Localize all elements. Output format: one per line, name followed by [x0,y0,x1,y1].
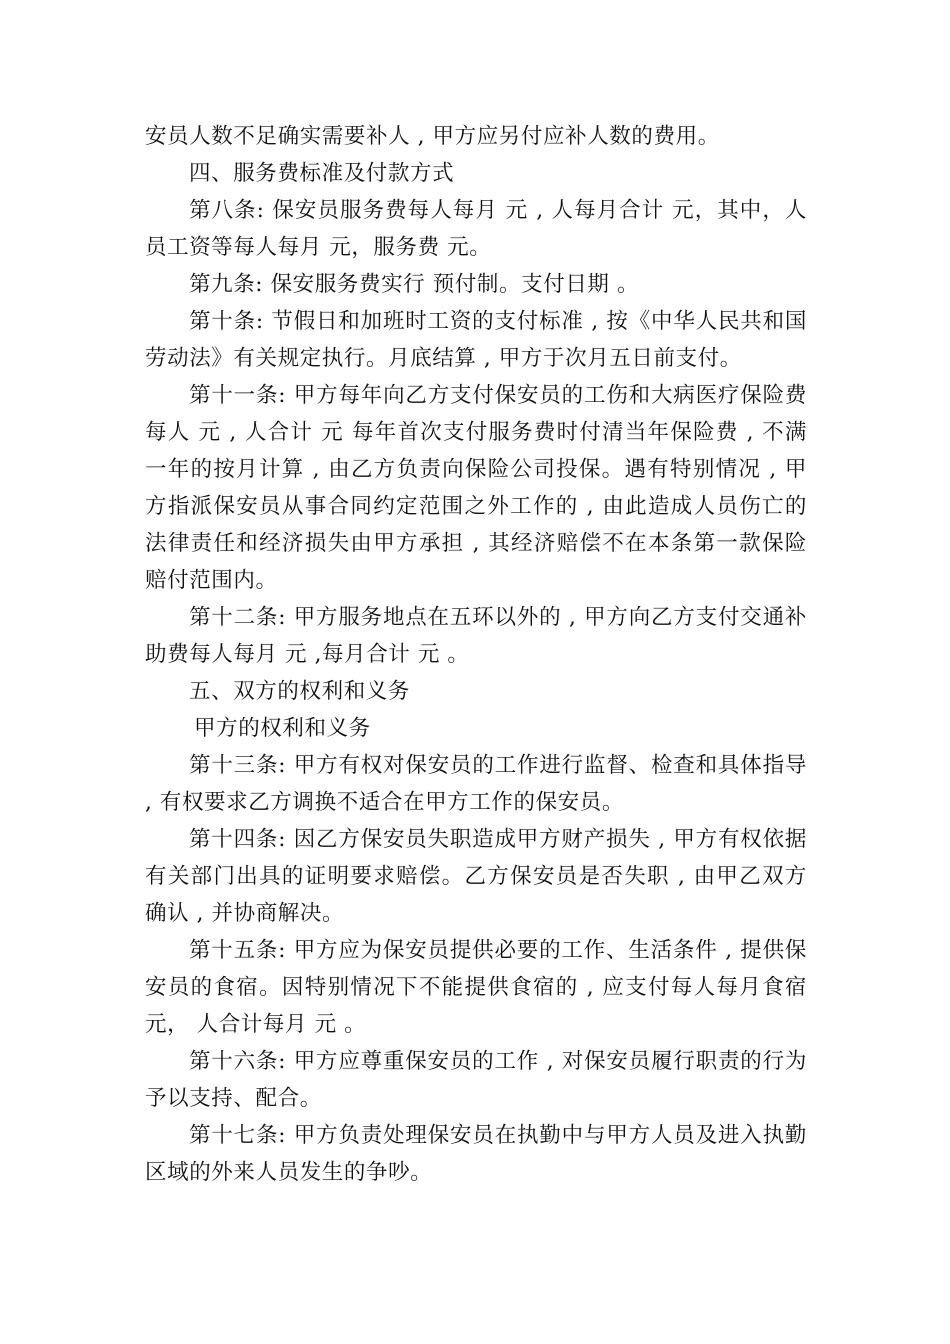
article-11: 第十一条: 甲方每年向乙方支付保安员的工伤和大病医疗保险费每人 元 , 人合计 元 每年首次支付服务费时付清当年保险费 , 不满一年的按月计算 , 由乙方负责向保险公司投保。遇有特别情况 , 甲方指派保安员从事合同约定范围之外工作的 , 由此造成人员伤亡的法律责任和经济损失由甲方承担 , 其经济赔偿不在本条第一款保险赔付范围内。 [145,383,807,593]
article-12: 第十二条: 甲方服务地点在五环以外的 , 甲方向乙方支付交通补助费每人每月 元 ,每月合计 元 。 [145,605,807,667]
article-8: 第八条: 保安员服务费每人每月 元 , 人每月合计 元，其中，人员工资等每人每月 元，服务费 元。 [145,198,807,260]
article-16: 第十六条: 甲方应尊重保安员的工作 , 对保安员履行职责的行为予以支持、配合。 [145,1049,807,1111]
article-10: 第十条: 节假日和加班时工资的支付标准 , 按《中华人民共和国劳动法》有关规定执行。月底结算 , 甲方于次月五日前支付。 [145,309,807,371]
paragraph-continuation: 安员人数不足确实需要补人 , 甲方应另付应补人数的费用。 [145,124,720,149]
document-body [145,118,807,1191]
article-14: 第十四条: 因乙方保安员失职造成甲方财产损失 , 甲方有权依据有关部门出具的证明要求赔偿。乙方保安员是否失职 , 由甲乙双方确认 , 并协商解决。 [145,827,807,926]
section-heading-5: 五、双方的权利和义务 [189,679,411,704]
article-15: 第十五条: 甲方应为保安员提供必要的工作、生活条件 , 提供保安员的食宿。因特别情况下不能提供食宿的 , 应支付每人每月食宿元， 人合计每月 元 。 [145,938,807,1037]
subsection-heading-party-a: 甲方的权利和义务 [194,716,371,741]
article-13: 第十三条: 甲方有权对保安员的工作进行监督、检查和具体指导 , 有权要求乙方调换不适合在甲方工作的保安员。 [145,753,807,815]
article-9: 第九条: 保安服务费实行 预付制。支付日期 。 [189,272,640,297]
article-17: 第十七条: 甲方负责处理保安员在执勤中与甲方人员及进入执勤区域的外来人员发生的争吵。 [145,1123,807,1185]
section-heading-4: 四、服务费标准及付款方式 [189,161,455,186]
